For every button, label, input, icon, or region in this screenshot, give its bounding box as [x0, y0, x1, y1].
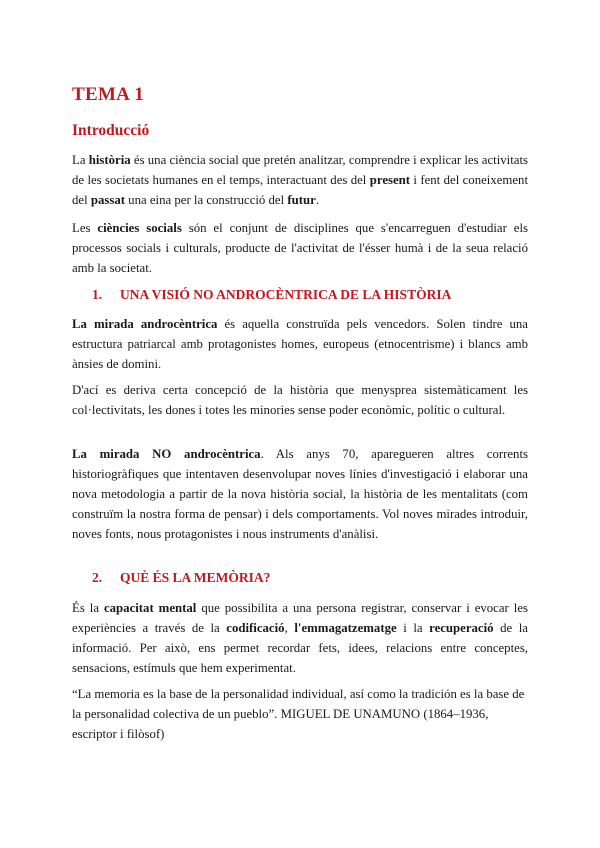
- section-heading-2: [92, 570, 270, 586]
- text: La: [72, 153, 89, 167]
- text: és aquella construïda pels vencedors. Solen tindre una estructura patriarcal amb protagonistes homes, europeus (etnocentrisme) i blancs amb ànsies de domini.: [72, 317, 528, 371]
- bold-present: present: [369, 173, 411, 187]
- bold-capacitat-mental: capacitat mental: [103, 601, 197, 615]
- bold-codificacio: codificació: [226, 621, 285, 635]
- bold-mirada-androcentrica: La mirada androcèntrica: [72, 317, 218, 331]
- text: que possibilita a una persona registrar, conservar i evocar les experiències a través de la: [72, 601, 528, 635]
- section-title: QUÈ ÉS LA MEMÒRIA?: [120, 570, 271, 585]
- bold-recuperacio: recuperació: [429, 621, 494, 635]
- section-title: UNA VISIÓ NO ANDROCÈNTRICA DE LA HISTÒRIA: [120, 287, 452, 302]
- paragraph-memoria: [72, 598, 528, 678]
- paragraph-mirada-no-androcentrica: [72, 444, 528, 544]
- bold-mirada-no-androcentrica: La mirada NO androcèntrica: [72, 447, 261, 461]
- text: .: [315, 193, 320, 207]
- paragraph-concepcio: D'ací es deriva certa concepció de la història que menyspreа sistemàticament les col·lectivitats, les dones i totes les minories sense poder econòmic, polític o cultural.: [72, 383, 528, 417]
- paragraph-mirada-androcentrica: [72, 314, 528, 374]
- text: una eina per la construcció del: [124, 193, 288, 207]
- text: és una ciència social que pretén analitzar, comprendre i explicar les activitats de les societats humanes en el temps, interactuant des del: [72, 153, 528, 187]
- text: Les: [72, 221, 98, 235]
- bold-ciencies-socials: ciències socials: [97, 221, 182, 235]
- bold-futur: futur: [287, 193, 316, 207]
- bold-emmagatzematge: l'emmagatzematge: [294, 621, 397, 635]
- intro-heading: Introducció: [72, 122, 150, 139]
- paragraph-historia: [72, 150, 528, 210]
- quote-unamuno: “La memoria es la base de la personalidad individual, así como la tradición es la base de la personalidad colectiva de un pueblo”. MIGUEL DE UNAMUNO (1864–1936, escriptor i filòsof): [72, 687, 525, 741]
- section-heading-1: [92, 287, 451, 303]
- text: És la: [72, 601, 104, 615]
- text: són el conjunt de disciplines que s'encarreguen d'estudiar els processos socials i culturals, producte de l'activitat de l'ésser humà i de la seua relació amb la societat.: [72, 221, 528, 275]
- text: ,: [284, 621, 295, 635]
- text: i fent del coneixement del: [72, 173, 528, 207]
- text: . Als anys 70, aparegueren altres corrents historiogràfiques que intentaven desenvolupar noves línies d'investigació i elaborar una nova metodologia a partir de la nova història social, la història de les mentalitats (com construïm la nostra forma de pensar) i dels comportaments. Vol noves mirades introduir, noves fonts, nous protagonistes i nous instruments d'anàlisi.: [72, 447, 528, 541]
- section-number: 2.: [92, 570, 103, 585]
- paragraph-ciencies-socials: [72, 218, 528, 278]
- bold-historia: història: [88, 153, 131, 167]
- bold-passat: passat: [90, 193, 125, 207]
- text: i la: [396, 621, 430, 635]
- text: de la informació. Per això, ens permet recordar fets, idees, relacions entre conceptes, sensacions, estímuls que hem experimentat.: [72, 621, 528, 675]
- page-title: TEMA 1: [72, 84, 145, 105]
- section-number: 1.: [92, 287, 103, 302]
